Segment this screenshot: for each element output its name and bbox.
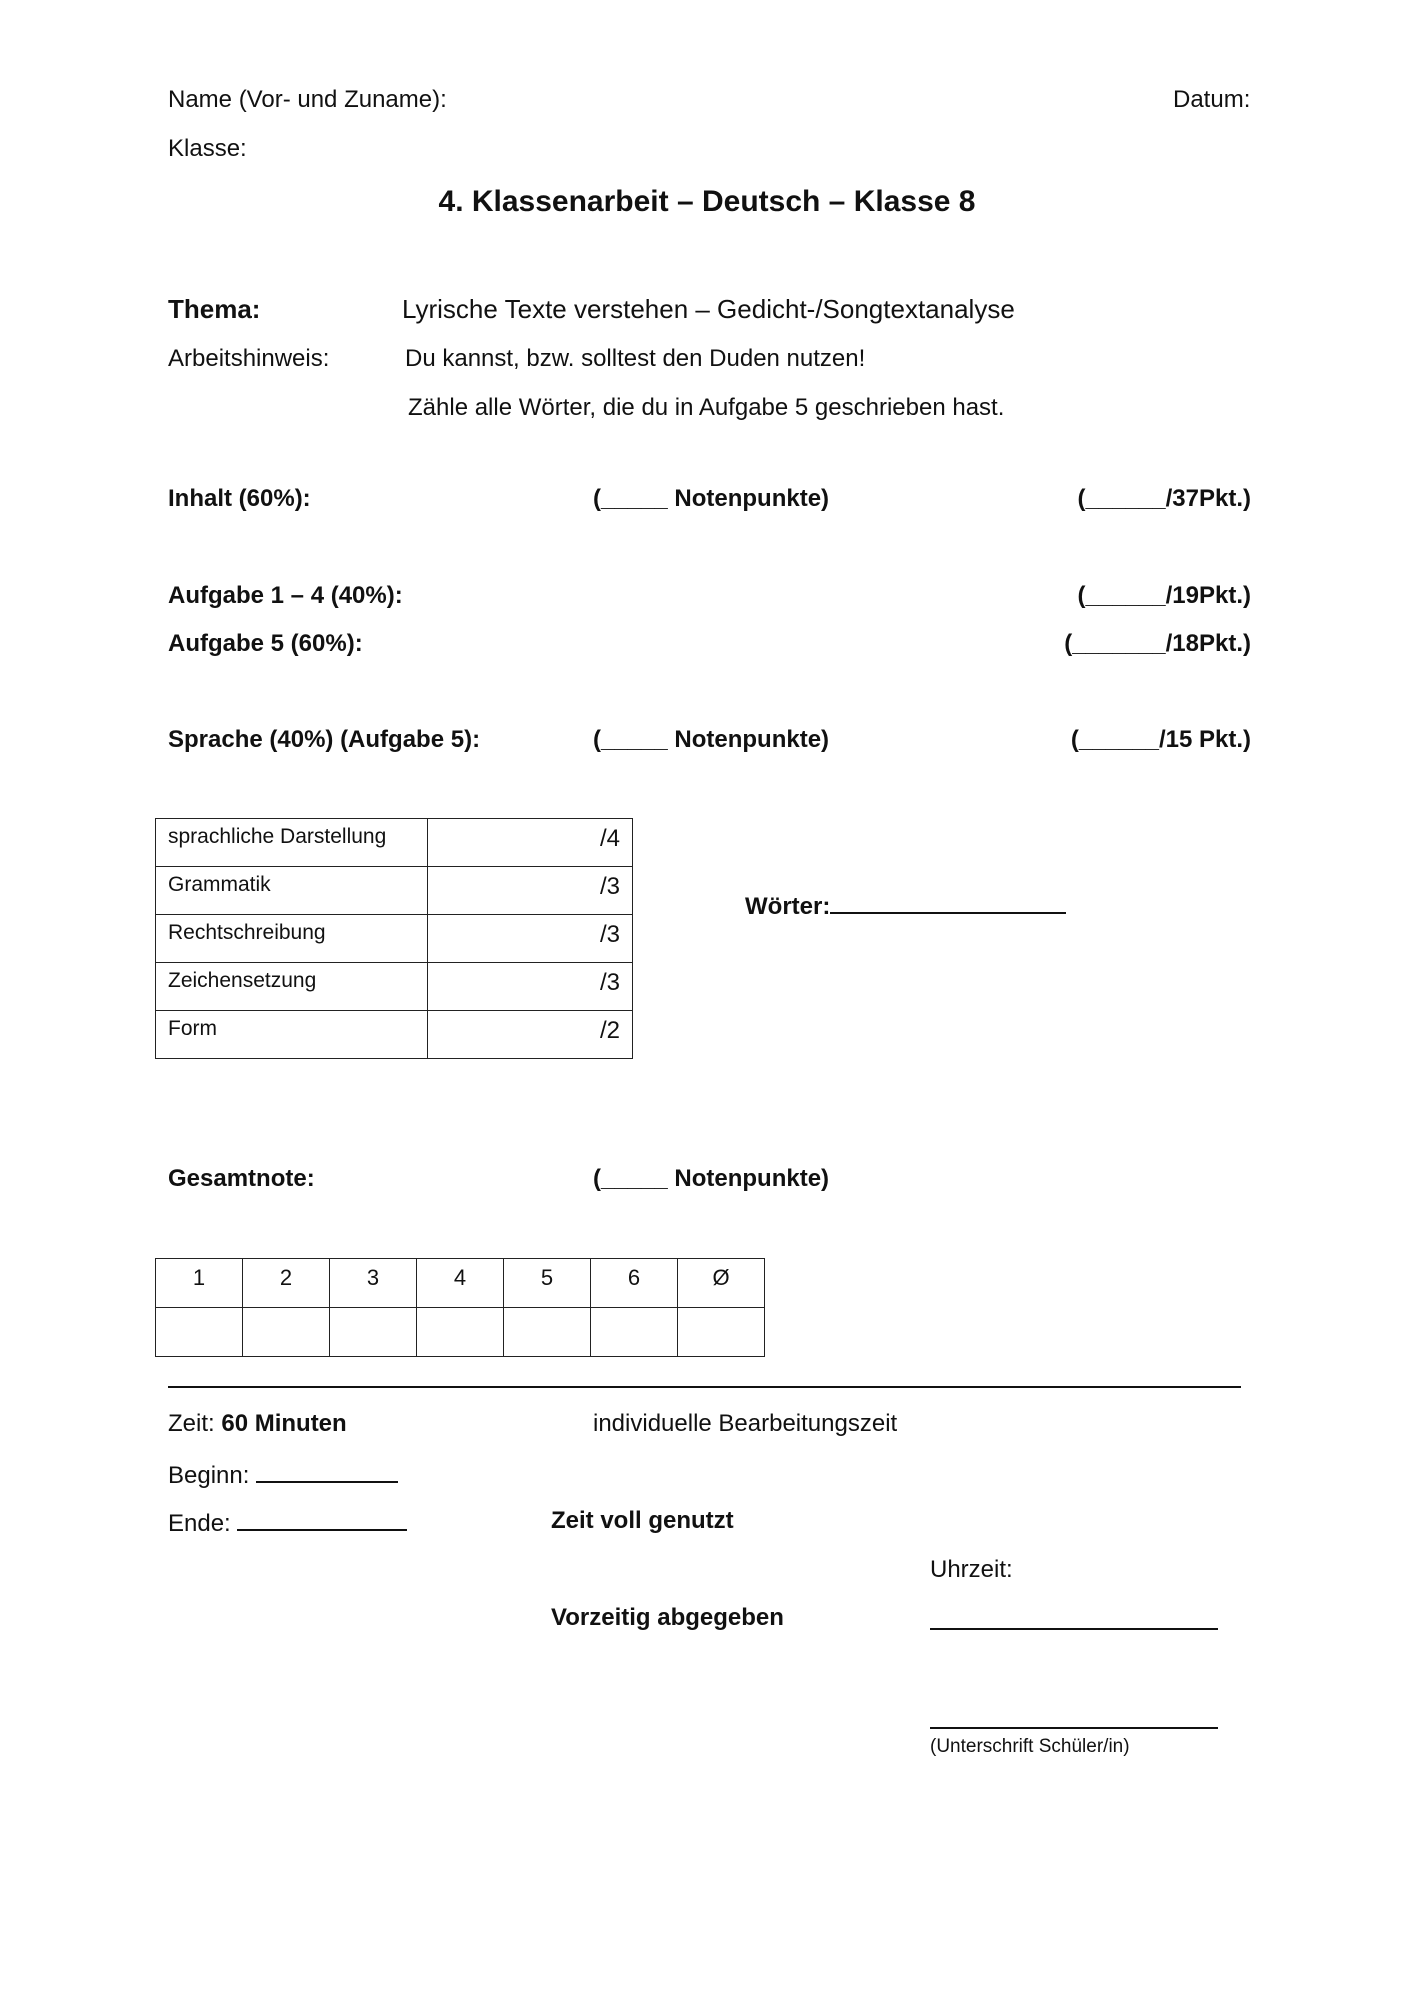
word-count-label: Wörter: xyxy=(745,893,831,920)
date-label: Datum: xyxy=(1173,86,1251,113)
content-notenpunkte: (_____ Notenpunkte) xyxy=(593,485,830,512)
topic-value: Lyrische Texte verstehen – Gedicht-/Songtextanalyse xyxy=(402,294,1015,324)
task-5-points: (_______/18Pkt.) xyxy=(1064,630,1251,657)
section-divider xyxy=(168,1386,1241,1388)
signature-label: (Unterschrift Schüler/in) xyxy=(930,1736,1130,1757)
submitted-early-label: Vorzeitig abgegeben xyxy=(551,1604,784,1631)
table-row xyxy=(156,1259,765,1308)
criterion-label: Zeichensetzung xyxy=(156,963,428,1011)
criterion-label: Form xyxy=(156,1011,428,1059)
end-field xyxy=(168,1509,407,1536)
criterion-max: /3 xyxy=(428,915,633,963)
language-points: (______/15 Pkt.) xyxy=(1070,726,1251,753)
grade-header: 6 xyxy=(591,1259,678,1308)
instruction-line-1: Du kannst, bzw. solltest den Duden nutzen! xyxy=(405,345,866,372)
clock-time-label: Uhrzeit: xyxy=(930,1556,1013,1583)
grade-count-cell[interactable] xyxy=(591,1308,678,1357)
end-label: Ende: xyxy=(168,1510,238,1537)
grade-header: 3 xyxy=(330,1259,417,1308)
clock-time-blank[interactable] xyxy=(930,1628,1218,1630)
individual-time-label: individuelle Bearbeitungszeit xyxy=(593,1410,898,1437)
class-label: Klasse: xyxy=(168,135,247,162)
grade-header: 2 xyxy=(243,1259,330,1308)
grade-header: 4 xyxy=(417,1259,504,1308)
task-1-4-points: (______/19Pkt.) xyxy=(1077,582,1251,609)
time-label: Zeit: xyxy=(168,1410,222,1437)
time-line xyxy=(168,1412,347,1436)
table-row xyxy=(156,915,633,963)
criterion-max: /2 xyxy=(428,1011,633,1059)
page-title: 4. Klassenarbeit – Deutsch – Klasse 8 xyxy=(438,185,976,218)
name-label: Name (Vor- und Zuname): xyxy=(168,86,447,113)
signature-line[interactable] xyxy=(930,1727,1218,1729)
grade-count-cell[interactable] xyxy=(330,1308,417,1357)
begin-field xyxy=(168,1461,398,1488)
total-label: Gesamtnote: xyxy=(168,1165,315,1192)
table-row xyxy=(156,867,633,915)
table-row xyxy=(156,963,633,1011)
task-1-4-label: Aufgabe 1 – 4 (40%): xyxy=(168,582,403,609)
topic-label: Thema: xyxy=(168,294,261,324)
instruction-line-2: Zähle alle Wörter, die du in Aufgabe 5 geschrieben hast. xyxy=(408,394,1005,421)
criterion-label: Grammatik xyxy=(156,867,428,915)
word-count-field xyxy=(745,892,1066,919)
word-count-blank[interactable] xyxy=(830,892,1066,914)
task-5-label: Aufgabe 5 (60%): xyxy=(168,630,363,657)
criterion-max: /3 xyxy=(428,963,633,1011)
table-row xyxy=(156,819,633,867)
grade-count-cell[interactable] xyxy=(504,1308,591,1357)
grade-count-cell[interactable] xyxy=(156,1308,243,1357)
criterion-label: Rechtschreibung xyxy=(156,915,428,963)
table-row xyxy=(156,1011,633,1059)
language-notenpunkte: (_____ Notenpunkte) xyxy=(593,726,830,753)
grade-header: 5 xyxy=(504,1259,591,1308)
grade-header: Ø xyxy=(678,1259,765,1308)
criterion-label: sprachliche Darstellung xyxy=(156,819,428,867)
begin-blank[interactable] xyxy=(256,1461,398,1483)
time-value: 60 Minuten xyxy=(221,1410,347,1437)
table-row xyxy=(156,1308,765,1357)
end-blank[interactable] xyxy=(237,1509,407,1531)
grade-count-cell[interactable] xyxy=(417,1308,504,1357)
instructions-label: Arbeitshinweis: xyxy=(168,345,330,372)
content-points: (______/37Pkt.) xyxy=(1077,485,1251,512)
criterion-max: /4 xyxy=(428,819,633,867)
language-score-table xyxy=(155,818,633,1059)
grade-count-cell[interactable] xyxy=(243,1308,330,1357)
begin-label: Beginn: xyxy=(168,1462,257,1489)
grade-header: 1 xyxy=(156,1259,243,1308)
grade-distribution-table xyxy=(155,1258,765,1357)
grade-count-cell[interactable] xyxy=(678,1308,765,1357)
content-label: Inhalt (60%): xyxy=(168,485,311,512)
time-fully-used-label: Zeit voll genutzt xyxy=(551,1507,734,1534)
language-label: Sprache (40%) (Aufgabe 5): xyxy=(168,726,481,753)
total-notenpunkte: (_____ Notenpunkte) xyxy=(593,1165,830,1192)
criterion-max: /3 xyxy=(428,867,633,915)
